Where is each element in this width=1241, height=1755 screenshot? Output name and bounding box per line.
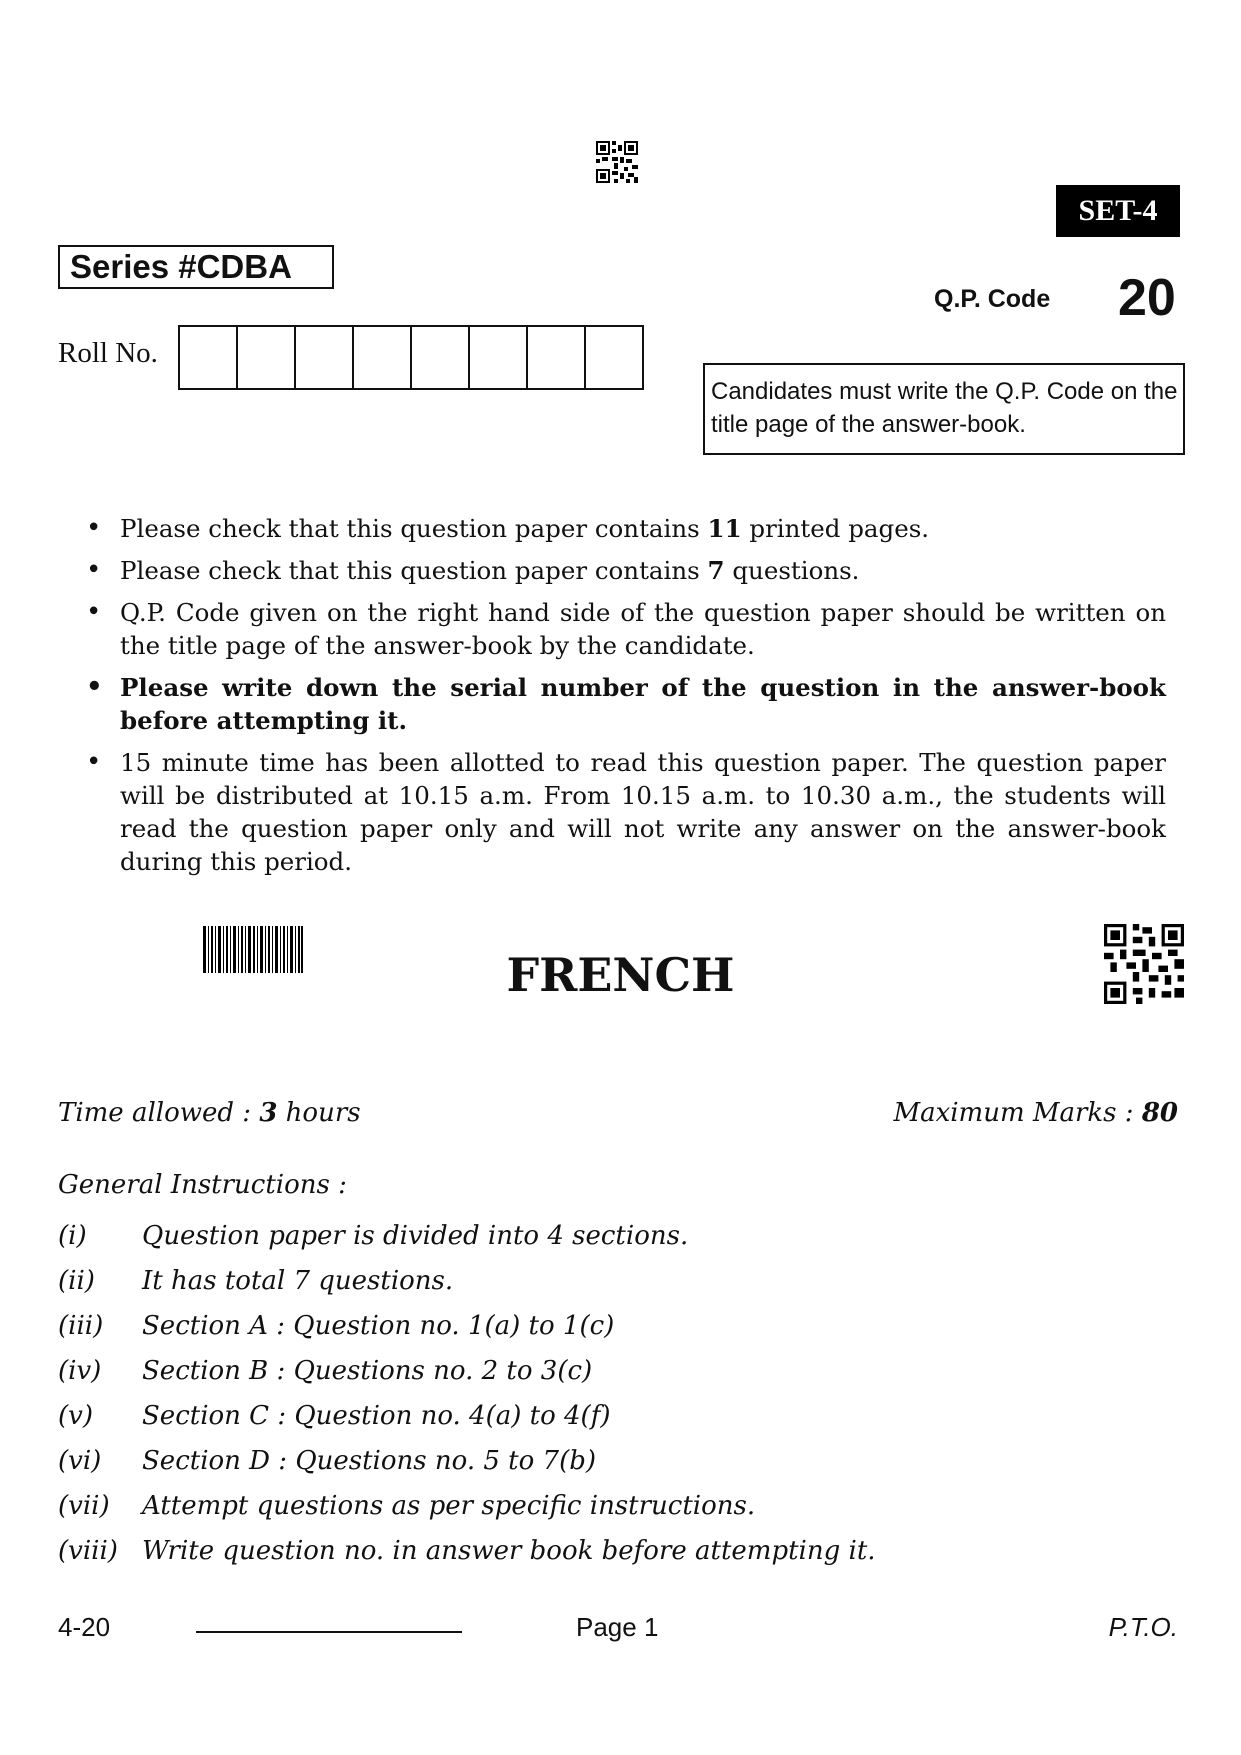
qr-code-icon [1104,924,1184,1004]
item-text: Attempt questions as per specific instructions. [142,1490,756,1521]
instruction-item: • Please write down the serial number of the question in the answer-book before attempting it. [80,671,1166,737]
general-instruction-item [58,1483,876,1528]
general-instruction-item [58,1393,876,1438]
general-instruction-item [58,1213,876,1258]
instruction-text: Please check that this question paper contains [120,514,708,543]
roll-no-box[interactable] [584,325,644,390]
pto-label: P.T.O. [1108,1612,1178,1642]
roll-no-boxes [178,325,644,390]
instruction-text: questions. [724,556,860,585]
roll-no-box[interactable] [468,325,528,390]
general-instructions-list [58,1213,876,1573]
instruction-text: printed pages. [741,514,930,543]
item-number: (iii) [58,1310,104,1341]
item-text: Section A : Question no. 1(a) to 1(c) [142,1310,615,1341]
item-number: (viii) [58,1535,118,1566]
time-unit: hours [277,1098,361,1128]
instruction-item [80,512,1166,545]
item-text: Section D : Questions no. 5 to 7(b) [142,1445,596,1476]
general-instruction-item [58,1528,876,1573]
roll-no-box[interactable] [294,325,354,390]
time-value: 3 [259,1098,278,1128]
qp-code-value: 20 [1118,269,1176,327]
item-text: It has total 7 questions. [142,1265,454,1296]
roll-no-label: Roll No. [58,337,158,369]
item-text: Section C : Question no. 4(a) to 4(f) [142,1400,611,1431]
item-text: Question paper is divided into 4 sections. [142,1220,689,1251]
item-number: (vi) [58,1445,102,1476]
item-number: (iv) [58,1355,102,1386]
footer-divider [196,1631,462,1633]
subject-title: FRENCH [506,948,735,1002]
item-number: (vii) [58,1490,110,1521]
instruction-item: • Q.P. Code given on the right hand side of the question paper should be written on the title page of the answer-book by the candidate. [80,596,1166,662]
item-text: Write question no. in answer book before attempting it. [142,1535,876,1566]
page-number: Page 1 [576,1612,659,1642]
set-badge: SET-4 [1056,185,1180,237]
roll-no-box[interactable] [352,325,412,390]
general-instruction-item [58,1303,876,1348]
footer-code: 4-20 [58,1612,111,1642]
instruction-item [80,554,1166,587]
general-instruction-item [58,1348,876,1393]
qp-code-note: Candidates must write the Q.P. Code on the title page of the answer-book. [703,363,1185,455]
roll-no-box[interactable] [526,325,586,390]
roll-no-box[interactable] [178,325,238,390]
item-text: Section B : Questions no. 2 to 3(c) [142,1355,593,1386]
instructions-list [80,512,1166,887]
time-label: Time allowed : [58,1098,260,1128]
item-number: (ii) [58,1265,95,1296]
series-label: Series #CDBA [58,245,334,289]
general-instruction-item [58,1438,876,1483]
instruction-item: • 15 minute time has been allotted to read this question paper. The question paper will be distributed at 10.15 a.m. From 10.15 a.m. to 10.30 a.m., the students will read the question paper only and will not write any answer on the answer-book during this period. [80,746,1166,878]
instruction-text: Please check that this question paper contains [120,556,708,585]
roll-no-box[interactable] [410,325,470,390]
qp-code-label: Q.P. Code [934,285,1051,313]
instruction-bold: 11 [707,514,742,543]
time-allowed [58,1098,361,1128]
maximum-marks [893,1098,1178,1128]
general-instructions-title: General Instructions : [58,1170,347,1200]
item-number: (v) [58,1400,93,1431]
instruction-bold: 7 [707,556,725,585]
marks-value: 80 [1141,1098,1178,1128]
item-number: (i) [58,1220,87,1251]
general-instruction-item [58,1258,876,1303]
marks-label: Maximum Marks : [893,1098,1142,1128]
qr-code-icon [596,141,638,183]
roll-no-box[interactable] [236,325,296,390]
